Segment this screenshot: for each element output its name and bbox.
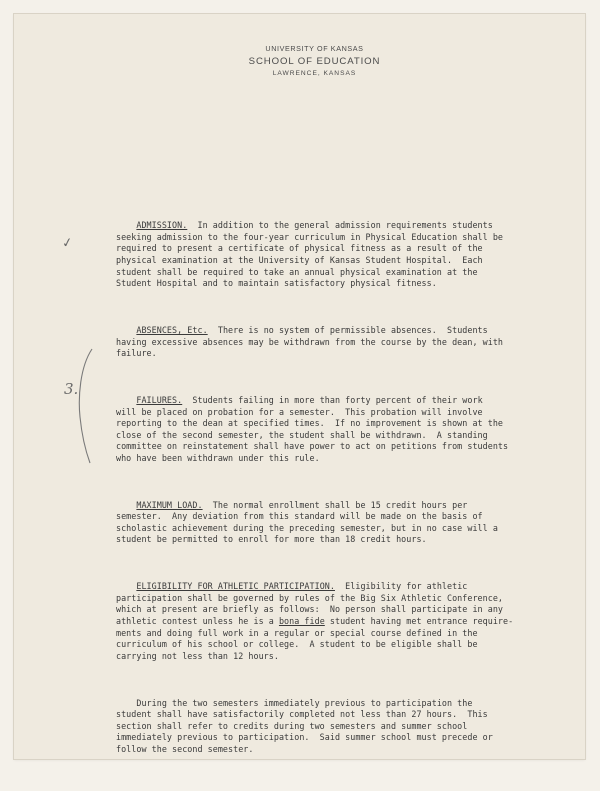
- heading-failures: FAILURES.: [136, 394, 183, 405]
- maximum-load-line: student be permitted to enroll for more than 18 credit hours.: [116, 534, 427, 545]
- admission-line: seeking admission to the four-year curriculum in Physical Education shall be: [116, 231, 504, 242]
- margin-number-note: 3.: [64, 380, 79, 398]
- bona-fide-term: bona fide: [278, 616, 325, 626]
- maximum-load-line: semester. Any deviation from this standard will be made on the basis of: [116, 511, 483, 522]
- margin-check-mark: ✓: [60, 235, 75, 252]
- paragraph-absences: [116, 325, 536, 360]
- admission-line: Student Hospital and to maintain satisfactory physical fitness.: [116, 278, 437, 289]
- eligibility-line: participation shall be governed by rules of the Big Six Athletic Conference,: [116, 592, 504, 603]
- heading-maximum-load: MAXIMUM LOAD.: [136, 499, 203, 510]
- prior-semesters-line: immediately previous to participation. Said summer school must precede or: [116, 732, 493, 743]
- document-body: [116, 197, 536, 791]
- absences-line: having excessive absences may be withdrawn from the course by the dean, with: [116, 336, 504, 347]
- failures-line: close of the second semester, the student shall be withdrawn. A standing: [116, 429, 488, 440]
- eligibility-line: Eligibility for athletic: [345, 581, 468, 592]
- admission-line: required to present a certificate of physical fitness as a result of the: [116, 243, 483, 254]
- prior-semesters-line: During the two semesters immediately previous to participation the: [136, 697, 473, 708]
- document-page: [14, 14, 585, 759]
- letterhead-school: SCHOOL OF EDUCATION: [248, 56, 381, 67]
- prior-semesters-line: section shall refer to credits during two semesters and summer school: [116, 720, 468, 731]
- failures-line: reporting to the dean at specified times. If no improvement is shown at the: [116, 418, 504, 429]
- letterhead-university: UNIVERSITY OF KANSAS: [265, 44, 364, 53]
- prior-semesters-line: student shall have satisfactorily completed not less than 27 hours. This: [116, 709, 488, 720]
- paragraph-maximum-load: [116, 500, 536, 546]
- failures-line: Students failing in more than forty percent of their work: [192, 394, 483, 405]
- maximum-load-line: The normal enrollment shall be 15 credit hours per: [212, 499, 468, 510]
- eligibility-line: student having met entrance require-: [329, 616, 514, 626]
- admission-line: physical examination at the University of Kansas Student Hospital. Each: [116, 254, 483, 265]
- heading-admission: ADMISSION.: [136, 220, 188, 231]
- eligibility-line: ments and doing full work in a regular or special course defined in the: [116, 627, 478, 638]
- admission-line: student shall be required to take an annual physical examination at the: [116, 266, 478, 277]
- eligibility-line: curriculum of his school or college. A student to be eligible shall be: [116, 639, 478, 650]
- margin-bracket-mark: [74, 347, 96, 465]
- absences-line: failure.: [116, 348, 157, 359]
- admission-line: In addition to the general admission requirements students: [197, 220, 493, 231]
- letterhead-location: LAWRENCE, KANSAS: [272, 70, 357, 77]
- failures-line: who have been withdrawn under this rule.: [116, 452, 320, 463]
- paragraph-admission: [116, 220, 536, 290]
- maximum-load-line: scholastic achievement during the preceding semester, but in no case will a: [116, 522, 498, 533]
- absences-line: There is no system of permissible absences. Students: [217, 324, 488, 335]
- eligibility-line: carrying not less than 12 hours.: [116, 650, 279, 661]
- eligibility-line: athletic contest unless he is a: [116, 616, 274, 626]
- paragraph-failures: [116, 395, 536, 465]
- paragraph-eligibility: [116, 581, 536, 662]
- heading-absences: ABSENCES, Etc.: [136, 324, 208, 335]
- paragraph-prior-semesters: [116, 698, 536, 756]
- eligibility-line: which at present are briefly as follows: No person shall participate in any: [116, 604, 504, 615]
- prior-semesters-line: follow the second semester.: [116, 743, 254, 754]
- failures-line: committee on reinstatement shall have power to act on petitions from students: [116, 441, 509, 452]
- heading-eligibility: ELIGIBILITY FOR ATHLETIC PARTICIPATION.: [136, 581, 335, 592]
- failures-line: will be placed on probation for a semester. This probation will involve: [116, 406, 483, 417]
